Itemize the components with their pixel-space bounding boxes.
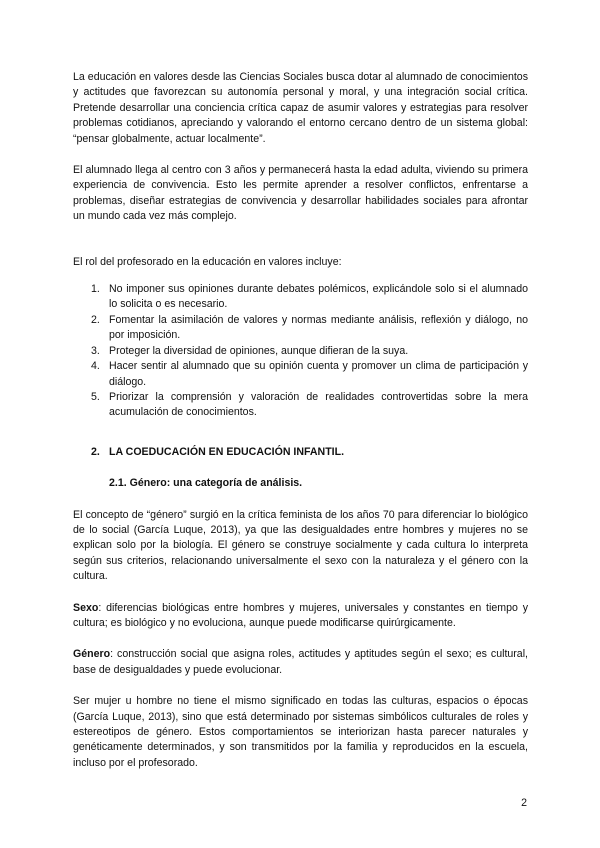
paragraph-ser-mujer-hombre: Ser mujer u hombre no tiene el mismo significado en todas las culturas, espacios o épocas (García Luque, 2013), sino que está determinado por sistemas simbólicos culturales de roles y estereotipos de género. Estos comportamientos se interiorizan hasta parecer naturales y genéticamente determinados, y son transmitidos por la familia y reproducidos en la escuela, incluso por el profesorado.: [73, 695, 528, 769]
definition-sexo-text: : diferencias biológicas entre hombres y mujeres, universales y constantes en tiempo y cultura; es biológico y no evoluciona, aunque puede modificarse quirúrgicamente.: [73, 601, 528, 629]
subsection-heading: 2.1. Género: una categoría de análisis.: [109, 477, 303, 490]
list-item: [73, 344, 528, 359]
list-number: 3.: [91, 344, 100, 357]
list-text: No imponer sus opiniones durante debates polémicos, explicándole solo si el alumnado lo solicita o es necesario.: [109, 283, 528, 311]
list-item: [73, 390, 528, 421]
document-page: [73, 70, 528, 771]
list-number: 5.: [91, 390, 100, 403]
list-item: [73, 313, 528, 344]
paragraph-rol-profesorado: El rol del profesorado en la educación en valores incluye:: [73, 255, 342, 268]
list-text: Proteger la diversidad de opiniones, aunque difieran de la suya.: [109, 344, 409, 357]
paragraph-intro: La educación en valores desde las Ciencias Sociales busca dotar al alumnado de conocimientos y actitudes que favorezcan su autonomía personal y moral, y una integración social crítica. Pretende desarrollar una conciencia crítica capaz de asumir valores y estrategias para resolver problemas cotidianos, apreciando y valorando el entorno cercano dentro de un sistema global: “pensar globalmente, actuar localmente”.: [73, 71, 528, 145]
section-title: LA COEDUCACIÓN EN EDUCACIÓN INFANTIL.: [109, 445, 345, 458]
list-item: [73, 282, 528, 313]
list-text: Hacer sentir al alumnado que su opinión cuenta y promover un clima de participación y diálogo.: [109, 360, 528, 388]
list-text: Fomentar la asimilación de valores y normas mediante análisis, reflexión y diálogo, no por imposición.: [109, 313, 528, 342]
definition-genero-text: : construcción social que asigna roles, actitudes y aptitudes según el sexo; es cultural, base de desigualdades y puede evolucionar.: [73, 648, 528, 676]
list-number: 1.: [91, 283, 100, 296]
definition-sexo: [73, 601, 528, 632]
list-text: Priorizar la comprensión y valoración de realidades controvertidas sobre la mera acumulación de conocimientos.: [109, 390, 528, 419]
numbered-list: [73, 282, 528, 421]
list-number: 4.: [91, 360, 100, 373]
term-genero: Género: [73, 648, 111, 661]
list-item: [73, 359, 528, 390]
paragraph-alumnado: El alumnado llega al centro con 3 años y permanecerá hasta la edad adulta, viviendo su primera experiencia de convivencia. Esto les permite aprender a resolver conflictos, enfrentarse a problemas, diseñar estrategias de convivencia y desarrollar habilidades sociales para afrontar un mundo cada vez más complejo.: [73, 164, 528, 223]
term-sexo: Sexo: [73, 601, 99, 614]
list-number: 2.: [91, 313, 100, 326]
page-number: 2: [521, 797, 527, 809]
section-number: 2.: [91, 445, 100, 458]
section-heading: [91, 445, 528, 460]
paragraph-concepto-genero: El concepto de “género” surgió en la crítica feminista de los años 70 para diferenciar lo biológico de lo social (García Luque, 2013), ya que las desigualdades entre hombres y mujeres no se explican solo por la biología. El género se construye socialmente y cada cultura lo interpreta según sus criterios, relacionando universalmente el sexo con la naturaleza y el género con la cultura.: [73, 508, 528, 583]
definition-genero: [73, 647, 528, 678]
